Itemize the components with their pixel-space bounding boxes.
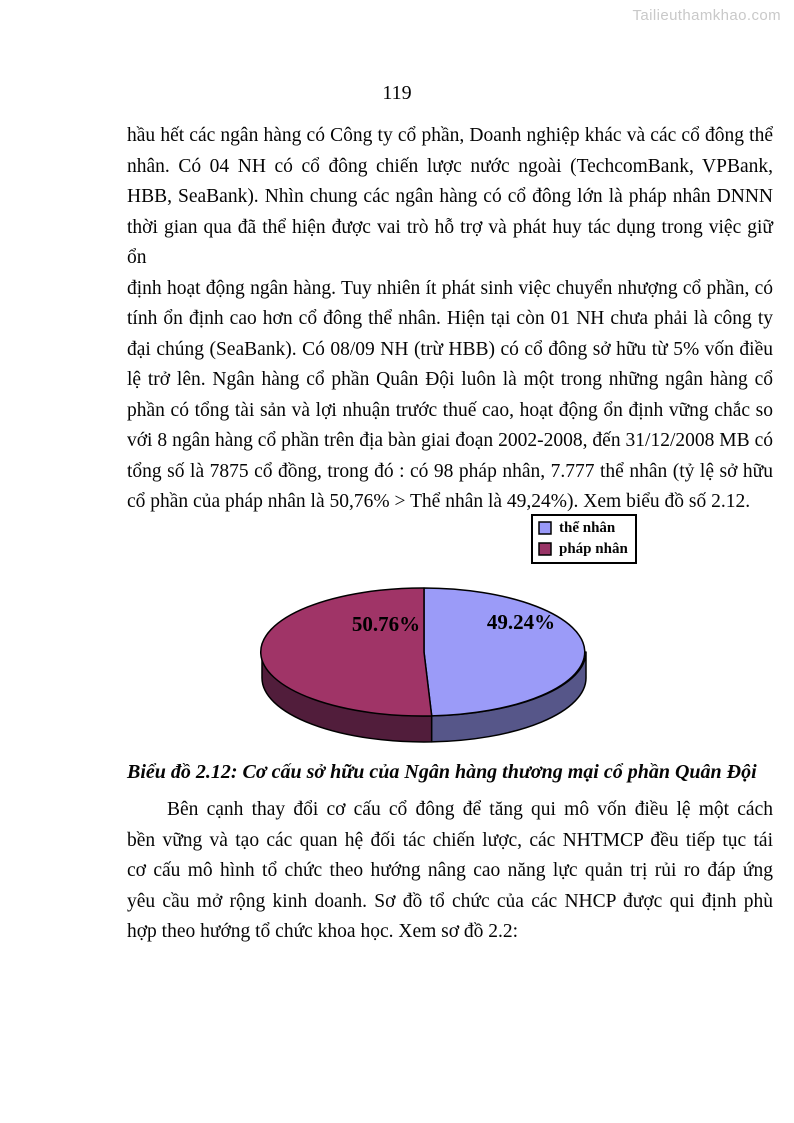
chart-caption: Biểu đồ 2.12: Cơ cấu sở hữu của Ngân hàng thương mại cổ phần Quân Đội (127, 761, 757, 783)
text-line: nhân. Có 04 NH có cổ đông chiến lược nước ngoài (TechcomBank, VPBank, (127, 155, 773, 177)
text-line: HBB, SeaBank). Nhìn chung các ngân hàng có cổ đông lớn là pháp nhân DNNN (127, 186, 773, 207)
text-line: Bên cạnh thay đổi cơ cấu cổ đông để tăng qui mô vốn điều lệ một cách (167, 799, 773, 820)
page-number: 119 (382, 82, 412, 104)
watermark: Tailieuthamkhao.com (632, 7, 781, 24)
text-line: phần có tổng tài sản và lợi nhuận trước thuế cao, hoạt động ổn định vững chắc so (127, 399, 773, 421)
text-line: tính ổn định cao hơn cổ đông thể nhân. Hiện tại còn 01 NH chưa phải là công ty (127, 308, 773, 329)
paragraph-2 (127, 795, 773, 948)
text-line: cơ cấu mô hình tổ chức theo hướng nâng cao năng lực quản trị rủi ro đáp ứng (127, 860, 773, 881)
legend-swatch-the-nhan-icon (538, 521, 553, 536)
text-line: đại chúng (SeaBank). Có 08/09 NH (trừ HBB) có cổ đông sở hữu từ 5% vốn điều (127, 338, 773, 360)
text-line: tổng số là 7875 cổ đồng, trong đó : có 98 pháp nhân, 7.777 thể nhân (tỷ lệ sở hữu (127, 460, 773, 482)
text-line: hợp theo hướng tổ chức khoa học. Xem sơ đồ 2.2: (127, 921, 519, 942)
legend-item-phap-nhan (538, 539, 628, 559)
text-line: lệ trở lên. Ngân hàng cổ phần Quân Đội luôn là một trong những ngân hàng cổ (127, 369, 773, 390)
pie-value-label-phap-nhan: 50.76% (351, 612, 421, 636)
text-line: hầu hết các ngân hàng có Công ty cổ phần, Doanh nghiệp khác và các cổ đông thể (127, 125, 773, 146)
legend-label-the-nhan: thể nhân (559, 520, 616, 536)
pie-chart-3d (230, 570, 630, 760)
text-line: với 8 ngân hàng cổ phần trên địa bàn giai đoạn 2002-2008, đến 31/12/2008 MB có (127, 430, 773, 451)
text-line: cổ phần của pháp nhân là 50,76% > Thể nhân là 49,24%). Xem biểu đồ số 2.12. (127, 491, 751, 512)
text-line: thời gian qua đã thể hiện được vai trò hỗ trợ và phát huy tác dụng trong việc giữ ổn (127, 216, 773, 268)
pie-value-label-the-nhan: 49.24% (486, 610, 556, 634)
legend-item-the-nhan (538, 518, 628, 538)
paragraph-1 (127, 121, 773, 518)
legend-label-phap-nhan: pháp nhân (559, 541, 628, 557)
legend-swatch-phap-nhan-icon (538, 542, 553, 557)
text-line: định hoạt động ngân hàng. Tuy nhiên ít phát sinh việc chuyển nhượng cổ phần, có (127, 277, 773, 299)
text-line: yêu cầu mở rộng kinh doanh. Sơ đồ tổ chức của các NHCP được qui định phù (127, 890, 773, 912)
text-line: bền vững và tạo các quan hệ đối tác chiến lược, các NHTMCP đều tiếp tục tái (127, 829, 773, 851)
chart-legend (531, 514, 637, 564)
